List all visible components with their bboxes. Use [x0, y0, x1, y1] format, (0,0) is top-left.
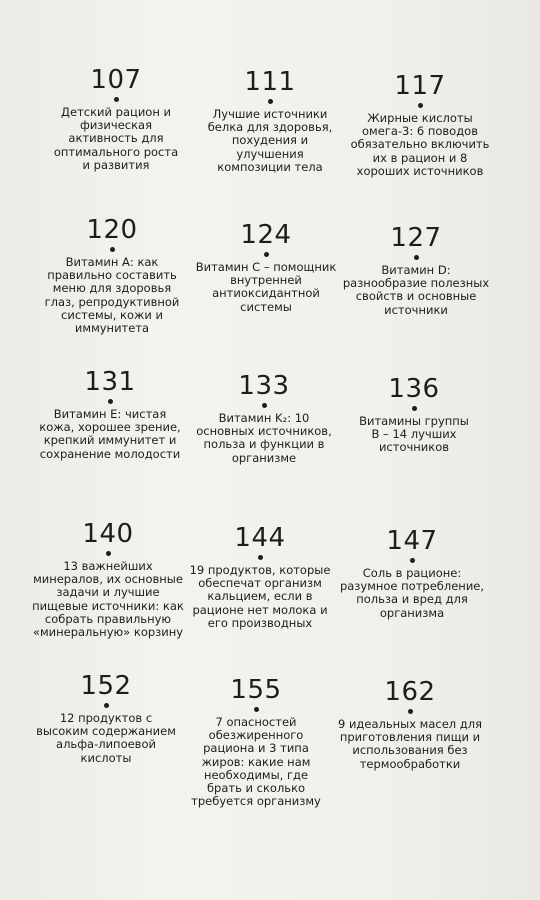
toc-entry-131: [30, 368, 190, 461]
toc-entry-136: [334, 375, 494, 455]
bullet-dot-icon: [114, 97, 119, 102]
toc-entry-162: [330, 678, 490, 771]
entry-description: Соль в рационе: разумное потребление, польза и вред для организма: [339, 566, 485, 620]
toc-entry-147: [332, 527, 492, 620]
entry-description: 19 продуктов, которые обеспечат организм кальцием, если в рационе нет молока и его производных: [189, 563, 331, 630]
entry-description: 13 важнейших минералов, их основные задачи и лучшие пищевые источники: как собрать правильную «минеральную» корзину: [32, 559, 184, 640]
bullet-dot-icon: [268, 99, 273, 104]
entry-description: Витамин С – помощник внутренней антиоксидантной системы: [195, 260, 337, 314]
toc-entry-107: [36, 66, 196, 172]
page-number: 111: [244, 67, 296, 97]
page-number: 144: [234, 523, 286, 553]
bullet-dot-icon: [110, 247, 115, 252]
entry-description: Жирные кислоты омега-3: 6 поводов обязательно включить их в рацион и 8 хороших источников: [350, 111, 490, 178]
toc-entry-133: [184, 372, 344, 465]
page-number: 124: [240, 220, 292, 250]
entry-description: 12 продуктов с высоким содержанием альфа-липоевой кислоты: [36, 711, 176, 765]
entry-description: Витамины группы B – 14 лучших источников: [359, 414, 469, 455]
entry-description: Витамин K₂: 10 основных источников, польза и функции в организме: [196, 411, 332, 465]
bullet-dot-icon: [104, 703, 109, 708]
bullet-dot-icon: [410, 558, 415, 563]
bullet-dot-icon: [258, 555, 263, 560]
entry-description: Витамин А: как правильно составить меню для здоровья глаз, репродуктивной системы, кожи и иммунитета: [44, 255, 180, 336]
page-number: 136: [388, 374, 440, 404]
entry-description: Лучшие источники белка для здоровья, похудения и улучшения композиции тела: [207, 107, 333, 174]
toc-entry-120: [32, 216, 192, 335]
bullet-dot-icon: [412, 406, 417, 411]
entry-description: 9 идеальных масел для приготовления пищи и использования без термообработки: [337, 717, 483, 771]
page-number: 140: [82, 519, 134, 549]
bullet-dot-icon: [264, 252, 269, 257]
bullet-dot-icon: [108, 399, 113, 404]
toc-entry-152: [26, 672, 186, 765]
entry-description: Витамин D: разнообразие полезных свойств и основные источники: [342, 263, 490, 317]
page-number: 107: [90, 65, 142, 95]
toc-entry-144: [180, 524, 340, 630]
page-number: 131: [84, 367, 136, 397]
bullet-dot-icon: [418, 103, 423, 108]
bullet-dot-icon: [254, 707, 259, 712]
page-number: 133: [238, 371, 290, 401]
bullet-dot-icon: [262, 403, 267, 408]
toc-entry-140: [28, 520, 188, 639]
toc-entry-155: [176, 676, 336, 808]
entry-description: Витамин Е: чистая кожа, хорошее зрение, крепкий иммунитет и сохранение молодости: [39, 407, 181, 461]
toc-entry-127: [336, 224, 496, 317]
toc-entry-111: [190, 68, 350, 174]
page-number: 127: [390, 223, 442, 253]
page-number: 152: [80, 671, 132, 701]
entry-description: 7 опасностей обезжиренного рациона и 3 типа жиров: какие нам необходимы, где брать и сколько требуется организму: [191, 715, 321, 809]
page-number: 147: [386, 526, 438, 556]
entry-description: Детский рацион и физическая активность для оптимального роста и развития: [53, 105, 179, 172]
bullet-dot-icon: [408, 709, 413, 714]
bullet-dot-icon: [414, 255, 419, 260]
toc-entry-124: [186, 221, 346, 314]
bullet-dot-icon: [106, 551, 111, 556]
page-number: 120: [86, 215, 138, 245]
toc-entry-117: [340, 72, 500, 178]
page-number: 117: [394, 71, 446, 101]
page-number: 162: [384, 677, 436, 707]
page-number: 155: [230, 675, 282, 705]
